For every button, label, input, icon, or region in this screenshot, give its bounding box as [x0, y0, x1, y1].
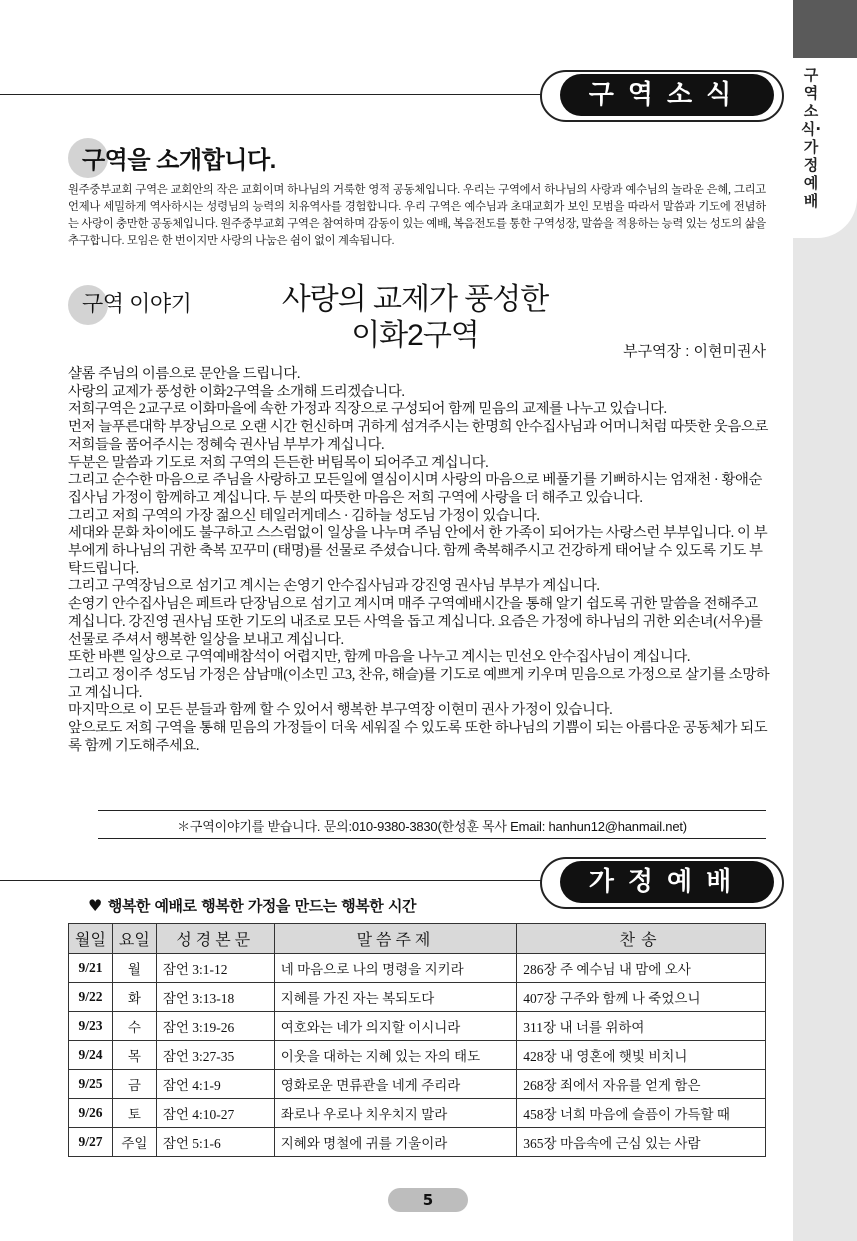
- contact-rule-top: [98, 810, 766, 811]
- worship-subtitle: [88, 895, 416, 916]
- story-heading: 구역 이야기: [82, 291, 192, 316]
- table-row: [69, 1099, 766, 1128]
- table-row: [69, 1012, 766, 1041]
- story-paragraph: 그리고 구역장님으로 섬기고 계시는 손영기 안수집사님과 강진영 권사님 부부가 계십니다.: [68, 578, 600, 595]
- section1-title: 구역소식: [560, 74, 774, 116]
- story-paragraph: 저희구역은 2교구로 이화마을에 속한 가정과 직장으로 구성되어 함께 믿음의 교제를 나누고 있습니다.: [68, 401, 667, 418]
- contact-notice: ＊구역이야기를 받습니다. 문의:010-9380-3830(한성훈 목사 Email: hanhun12@hanmail.net): [177, 819, 687, 834]
- cell-date: 9/26: [69, 1099, 113, 1128]
- cell-scripture: 잠언 3:19-26: [156, 1012, 274, 1041]
- intro-heading: 구역을 소개합니다.: [82, 147, 276, 174]
- cell-date: 9/27: [69, 1128, 113, 1157]
- section2-title: 가정예배: [560, 861, 774, 903]
- story-title-line2: 이화2구역: [351, 319, 479, 352]
- cell-hymn: 428장 내 영혼에 햇빛 비치니: [517, 1041, 766, 1070]
- intro-body: 원주중부교회 구역은 교회안의 작은 교회이며 하나님의 거룩한 영적 공동체입니다. 우리는 구역에서 하나님의 사랑과 예수님의 놀라운 은혜, 그리고 언제나 세밀하게 역사하시는 성령님의 능력의 치유역사를 경험합니다. 우리 구역은 예수님과 초대교회가 보인 모범을 따라서 말씀과 기도에 전념하는 사랑이 충만한 공동체입니다. 원주중부교회 구역은 참여하며 감동이 있는 예배, 복음전도를 통한 구역성장, 말씀을 적용하는 능력 있는 성도의 삶을 추구합니다. 모임은 한 번이지만 사랑의 나눔은 쉼이 없이 계속됩니다.: [68, 184, 766, 247]
- cell-day: 월: [112, 954, 156, 983]
- story-author: 부구역장 : 이현미권사: [623, 343, 766, 360]
- cell-day: 주일: [112, 1128, 156, 1157]
- story-paragraph: 손영기 안수집사님은 페트라 단장님으로 섬기고 계시며 매주 구역예배시간을 통해 알기 쉽도록 귀한 말씀을 전해주고 계십니다. 강진영 권사님 또한 기도의 내조로 모든 사역을 돕고 계십니다. 요즘은 가정에 하나님의 귀한 외손녀(서우)를 선물로 주셔서 행복한 일상을 보내고 계십니다.: [68, 596, 763, 648]
- cell-date: 9/23: [69, 1012, 113, 1041]
- cell-day: 화: [112, 983, 156, 1012]
- side-tab-label: 구역소식·가정예배: [800, 66, 822, 210]
- cell-scripture: 잠언 5:1-6: [156, 1128, 274, 1157]
- cell-hymn: 407장 구주와 함께 나 죽었으니: [517, 983, 766, 1012]
- cell-date: 9/22: [69, 983, 113, 1012]
- cell-hymn: 286장 주 예수님 내 맘에 오사: [517, 954, 766, 983]
- cell-theme: 좌로나 우로나 치우치지 말라: [274, 1099, 517, 1128]
- header-hymn: 찬송: [517, 924, 766, 954]
- side-tab-dark-block: [793, 0, 857, 58]
- story-paragraph: 또한 바쁜 일상으로 구역예배참석이 어렵지만, 함께 마음을 나누고 계시는 민선오 안수집사님이 계십니다.: [68, 649, 691, 666]
- cell-theme: 이웃을 대하는 지혜 있는 자의 태도: [274, 1041, 517, 1070]
- section1-rule: [0, 94, 545, 95]
- cell-hymn: 365장 마음속에 근심 있는 사람: [517, 1128, 766, 1157]
- header-theme: 말씀주제: [274, 924, 517, 954]
- cell-hymn: 458장 너희 마음에 슬픔이 가득할 때: [517, 1099, 766, 1128]
- table-row: [69, 1070, 766, 1099]
- cell-scripture: 잠언 3:13-18: [156, 983, 274, 1012]
- cell-day: 토: [112, 1099, 156, 1128]
- header-day: 요일: [112, 924, 156, 954]
- page-number: 5: [388, 1188, 468, 1212]
- cell-date: 9/25: [69, 1070, 113, 1099]
- story-title: [280, 282, 550, 354]
- cell-hymn: 268장 죄에서 자유를 얻게 함은: [517, 1070, 766, 1099]
- cell-scripture: 잠언 3:1-12: [156, 954, 274, 983]
- cell-scripture: 잠언 4:10-27: [156, 1099, 274, 1128]
- worship-table: [68, 923, 766, 1157]
- story-body: [68, 366, 770, 755]
- cell-theme: 영화로운 면류관을 네게 주리라: [274, 1070, 517, 1099]
- contact-rule-bottom: [98, 838, 766, 839]
- cell-day: 목: [112, 1041, 156, 1070]
- story-title-line1: 사랑의 교제가 풍성한: [281, 283, 549, 316]
- cell-scripture: 잠언 3:27-35: [156, 1041, 274, 1070]
- section2-rule: [0, 880, 545, 881]
- story-paragraph: 앞으로도 저희 구역을 통해 믿음의 가정들이 더욱 세워질 수 있도록 또한 하나님의 기쁨이 되는 아름다운 공동체가 되도록 함께 기도해주세요.: [68, 720, 768, 754]
- cell-theme: 여호와는 네가 의지할 이시니라: [274, 1012, 517, 1041]
- story-paragraph: 그리고 정이주 성도님 가정은 삼남매(이소민 고3, 찬유, 해슬)를 기도로 예쁘게 키우며 믿음으로 가정으로 살기를 소망하고 계십니다.: [68, 666, 770, 701]
- worship-subtitle-text: 행복한 예배로 행복한 가정을 만드는 행복한 시간: [107, 897, 416, 915]
- cell-theme: 네 마음으로 나의 명령을 지키라: [274, 954, 517, 983]
- table-row: [69, 954, 766, 983]
- story-paragraph: 먼저 늘푸른대학 부장님으로 오랜 시간 헌신하며 귀하게 섬겨주시는 한명희 안수집사님과 어머니처럼 따뜻한 웃음으로 저희들을 품어주시는 정혜숙 권사님 부부가 계십니다.: [68, 419, 768, 453]
- cell-theme: 지혜와 명철에 귀를 기울이라: [274, 1128, 517, 1157]
- story-paragraph: 샬롬 주님의 이름으로 문안을 드립니다.: [68, 366, 301, 382]
- story-paragraph: 그리고 저희 구역의 가장 젊으신 테일러게데스 · 김하늘 성도님 가정이 있습니다.: [68, 507, 540, 524]
- table-row: [69, 1041, 766, 1070]
- cell-day: 수: [112, 1012, 156, 1041]
- story-paragraph: 그리고 순수한 마음으로 주님을 사랑하고 모든일에 열심이시며 사랑의 마음으로 베풀기를 기뻐하시는 엄재천 · 황애순 집사님 가정이 함께하고 계십니다. 두 분의 따뜻한 마음은 저희 구역에 사랑을 더 해주고 있습니다.: [68, 472, 763, 506]
- cell-theme: 지혜를 가진 자는 복되도다: [274, 983, 517, 1012]
- cell-day: 금: [112, 1070, 156, 1099]
- story-paragraph: 세대와 문화 차이에도 불구하고 스스럼없이 일상을 나누며 주님 안에서 한 가족이 되어가는 사랑스런 부부입니다. 이 부부에게 하나님의 귀한 축복 꼬꾸미 (태명)를 선물로 주셨습니다. 함께 축복해주시고 건강하게 태어날 수 있도록 기도 부탁드립니다.: [68, 525, 768, 577]
- cell-date: 9/21: [69, 954, 113, 983]
- cell-hymn: 311장 내 너를 위하여: [517, 1012, 766, 1041]
- table-header-row: [69, 924, 766, 954]
- story-paragraph: 마지막으로 이 모든 분들과 함께 할 수 있어서 행복한 부구역장 이현미 권사 가정이 있습니다.: [68, 702, 613, 719]
- story-paragraph: 두분은 말씀과 기도로 저희 구역의 든든한 버팀목이 되어주고 계십니다.: [68, 454, 489, 471]
- header-date: 월일: [69, 924, 113, 954]
- header-scripture: 성경본문: [156, 924, 274, 954]
- table-row: [69, 1128, 766, 1157]
- story-paragraph: 사랑의 교제가 풍성한 이화2구역을 소개해 드리겠습니다.: [68, 383, 405, 400]
- cell-scripture: 잠언 4:1-9: [156, 1070, 274, 1099]
- table-row: [69, 983, 766, 1012]
- heart-icon: ♥: [88, 896, 102, 915]
- cell-date: 9/24: [69, 1041, 113, 1070]
